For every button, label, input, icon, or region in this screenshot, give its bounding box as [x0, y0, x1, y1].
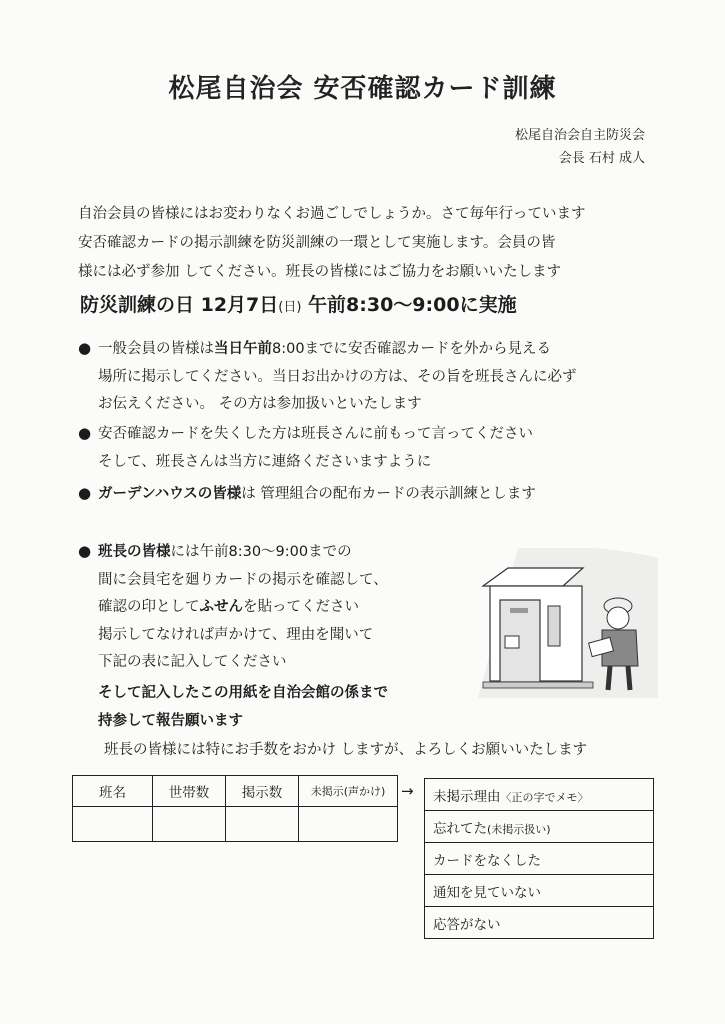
item1-pre: 一般会員の皆様は: [98, 341, 214, 357]
step: [483, 682, 593, 688]
intro-line: 安否確認カードの掲示訓練を防災訓練の一環として実施します。会員の皆: [78, 235, 556, 251]
item-garden-house: [78, 480, 536, 509]
header-not-posted: 未掲示(声かけ): [299, 776, 398, 807]
header-group-name: 班名: [73, 776, 153, 807]
reason-header-main: 未掲示理由: [433, 788, 501, 805]
headline-prefix: 防災訓練の日 12月7日: [80, 294, 279, 316]
item2-line1: 安否確認カードを失くした方は班長さんに前もって言ってください: [98, 426, 533, 442]
page-title: 松尾自治会 安否確認カード訓練: [168, 74, 557, 104]
reason-forgot-note: (未掲示扱い): [487, 822, 551, 836]
item4-line3-post: を貼ってください: [243, 599, 359, 615]
item-lost-card: [78, 420, 533, 476]
headline-suffix: 午前8:30～9:00に実施: [301, 294, 517, 316]
organization-name: 松尾自治会自主防災会: [514, 128, 645, 143]
item4-line4: 掲示してなければ声かけて、理由を聞いて: [98, 626, 374, 643]
item-general-members: [78, 335, 577, 419]
item4-bold: 班長の皆様: [98, 544, 171, 560]
bullet-icon: ●: [78, 339, 92, 357]
organization-block: [515, 124, 645, 170]
leg: [608, 666, 610, 690]
head: [607, 607, 629, 629]
intercom-panel: [548, 606, 560, 646]
item4-line5: 下記の表に記入してください: [98, 654, 287, 670]
reason-table: [424, 778, 654, 939]
reason-header-note: 〈正の字でメモ〉: [500, 790, 589, 804]
table-row[interactable]: [425, 843, 654, 875]
table-row: [425, 779, 654, 811]
closing-line: 班長の皆様には特にお手数をおかけ しますが、よろしくお願いいたします: [104, 742, 588, 758]
item1-line3: お伝えください。 その方は参加扱いといたします: [98, 396, 422, 412]
bullet-icon: ●: [78, 484, 92, 502]
drill-date-headline: [80, 290, 517, 317]
bullet-icon: ●: [78, 542, 92, 560]
tally-table: [72, 775, 398, 842]
reason-not-seen: 通知を見ていない: [425, 875, 654, 907]
item4-line3-bold: ふせん: [199, 599, 243, 615]
item4-line3: [78, 594, 388, 622]
input-cell-group-name[interactable]: [73, 807, 153, 842]
item1-rest: 8:00までに安否確認カードを外から見える: [272, 341, 552, 357]
posted-card-icon: [505, 636, 519, 648]
reason-lost-card: カードをなくした: [425, 843, 654, 875]
input-cell-posted[interactable]: [226, 807, 299, 842]
report-line2: 持参して報告願います: [98, 712, 243, 729]
item4-line2: 間に会員宅を廻りカードの掲示を確認して、: [98, 571, 388, 588]
intro-line: 自治会員の皆様にはお変わりなくお過ごしでしょうか。さて毎年行っています: [78, 206, 586, 222]
report-instruction: [98, 680, 388, 735]
leg: [628, 666, 630, 690]
input-cell-households[interactable]: [153, 807, 226, 842]
intro-line: 様には必ず参加 してください。班長の皆様にはご協力をお願いいたします: [78, 264, 562, 280]
item-group-leaders: [78, 538, 388, 677]
header-households: 世帯数: [153, 776, 226, 807]
table-row[interactable]: [425, 907, 654, 939]
reason-no-answer: 応答がない: [425, 907, 654, 939]
input-cell-not-posted[interactable]: [299, 807, 398, 842]
item3-bold: ガーデンハウスの皆様: [98, 486, 242, 502]
table-row[interactable]: [425, 875, 654, 907]
item3-rest: は 管理組合の配布カードの表示訓練とします: [241, 486, 536, 502]
item1-bold: 当日午前: [214, 341, 272, 357]
item4-line3-pre: 確認の印として: [98, 599, 200, 615]
headline-day: (日): [278, 300, 302, 315]
table-row[interactable]: [425, 811, 654, 843]
reason-header: [425, 779, 654, 811]
intro-paragraph: [78, 200, 586, 287]
item2-line2: そして、班長さんは当方に連絡くださいますように: [98, 453, 432, 470]
report-line1: そして記入したこの用紙を自治会館の係まで: [98, 685, 388, 701]
table-row: [73, 807, 398, 842]
table-row: [73, 776, 398, 807]
bullet-icon: ●: [78, 424, 92, 442]
arrow-icon: →: [401, 782, 414, 800]
inspector-at-door-illustration: [478, 548, 658, 698]
item4-line1-rest: には午前8:30～9:00までの: [170, 544, 352, 560]
reason-forgot: 忘れてた: [433, 820, 487, 837]
header-posted: 掲示数: [226, 776, 299, 807]
door-plate: [510, 608, 528, 613]
signer: 会長 石村 成人: [558, 151, 645, 166]
item1-line2: 場所に掲示してください。当日お出かけの方は、その旨を班長さんに必ず: [98, 368, 577, 385]
